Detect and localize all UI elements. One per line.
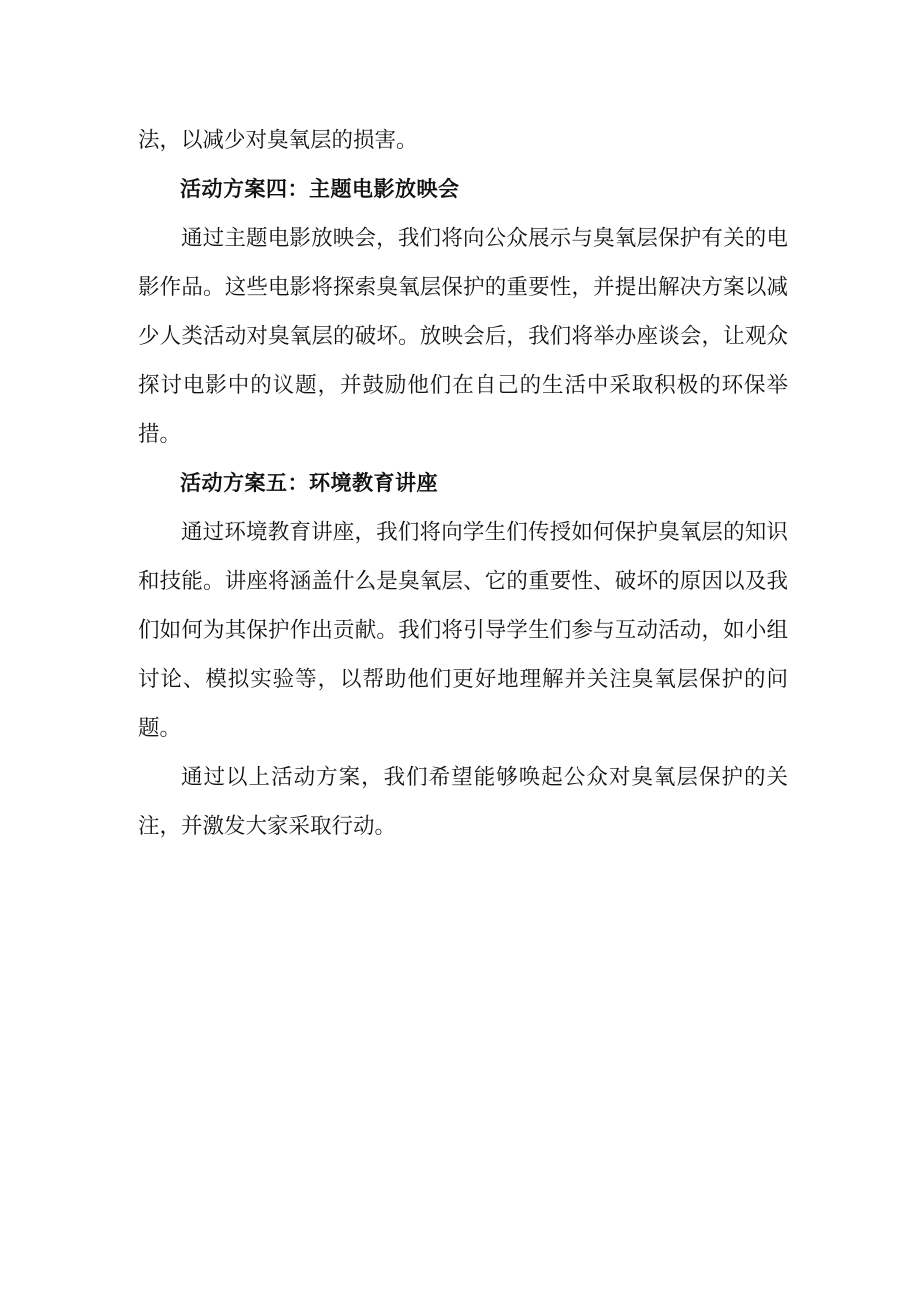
continuation-paragraph: 法，以减少对臭氧层的损害。 xyxy=(138,128,418,153)
document-body xyxy=(138,116,788,851)
section-heading-plan-4: 活动方案四：主题电影放映会 xyxy=(180,177,460,201)
section-paragraph-plan-5: 通过环境教育讲座，我们将向学生们传授如何保护臭氧层的知识和技能。讲座将涵盖什么是臭氧层、它的重要性、破坏的原因以及我们如何为其保护作出贡献。我们将引导学生们参与互动活动，如小组讨论、模拟实验等，以帮助他们更好地理解并关注臭氧层保护的问题。 xyxy=(138,520,788,741)
section-heading-plan-5: 活动方案五：环境教育讲座 xyxy=(180,471,438,495)
section-paragraph-plan-4: 通过主题电影放映会，我们将向公众展示与臭氧层保护有关的电影作品。这些电影将探索臭氧层保护的重要性，并提出解决方案以减少人类活动对臭氧层的破坏。放映会后，我们将举办座谈会，让观众探讨电影中的议题，并鼓励他们在自己的生活中采取积极的环保举措。 xyxy=(138,226,788,447)
conclusion-paragraph: 通过以上活动方案，我们希望能够唤起公众对臭氧层保护的关注，并激发大家采取行动。 xyxy=(138,765,788,839)
